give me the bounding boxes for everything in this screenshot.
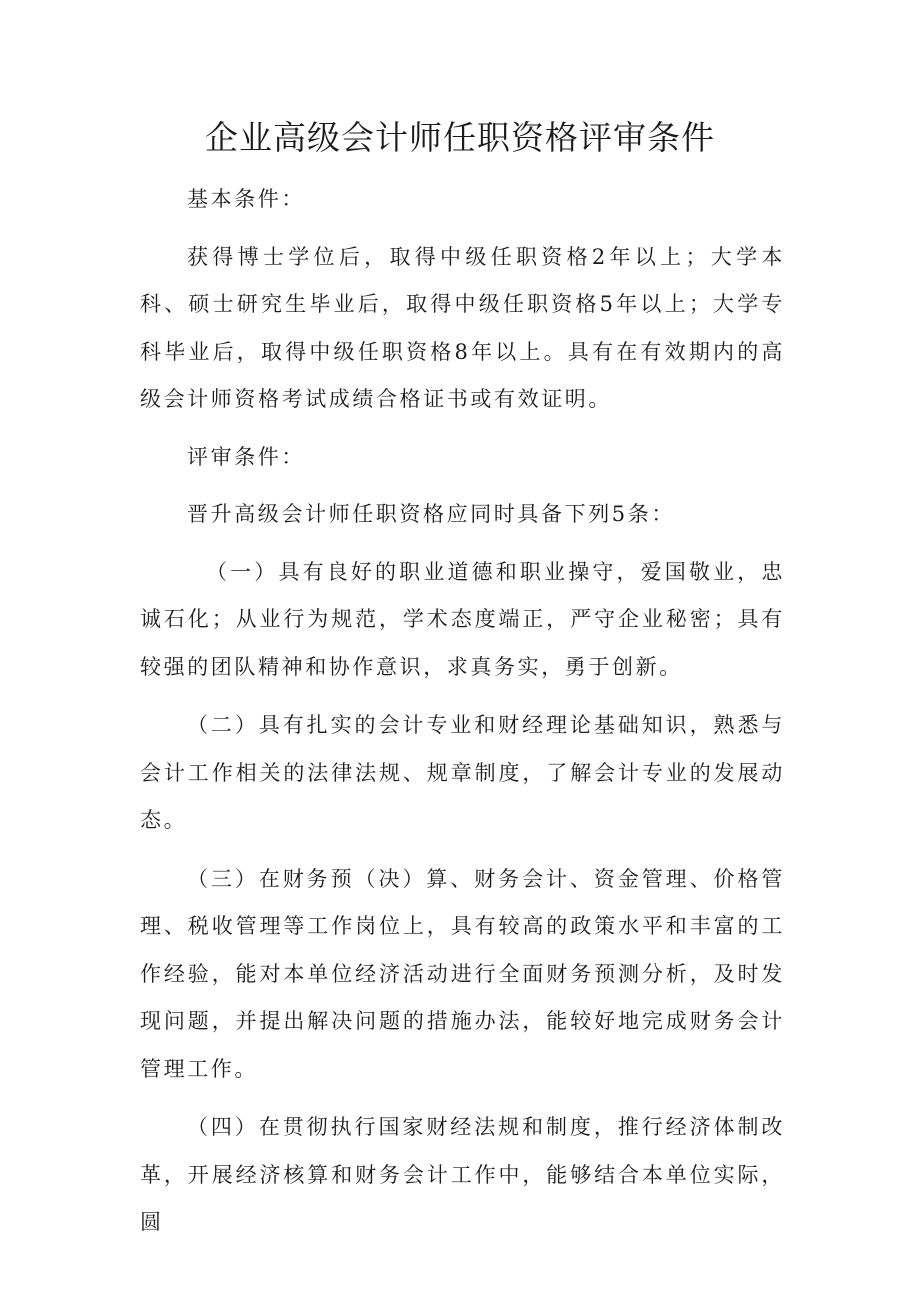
paragraph-item-1: （一）具有良好的职业道德和职业操守，爱国敬业，忠诚石化；从业行为规范，学术态度端正，严守企业秘密；具有较强的团队精神和协作意识，求真务实，勇于创新。 <box>140 559 785 679</box>
paragraph-item-3: （三）在财务预（决）算、财务会计、资金管理、价格管理、税收管理等工作岗位上，具有较高的政策水平和丰富的工作经验，能对本单位经济活动进行全面财务预测分析，及时发现问题，并提出解决问题的措施办法，能较好地完成财务会计管理工作。 <box>140 866 785 1081</box>
paragraph-review-intro: 晋升高级会计师任职资格应同时具备下列5条： <box>187 502 675 526</box>
paragraph-review-conditions-heading: 评审条件： <box>187 444 305 469</box>
document-title: 企业高级会计师任职资格评审条件 <box>205 118 715 157</box>
paragraph-item-4: （四）在贯彻执行国家财经法规和制度，推行经济体制改革，开展经济核算和财务会计工作中，能够结合本单位实际，圆 <box>140 1115 785 1234</box>
paragraph-basic-conditions: 获得博士学位后，取得中级任职资格2年以上；大学本科、硕士研究生毕业后，取得中级任职资格5年以上；大学专科毕业后，取得中级任职资格8年以上。具有在有效期内的高级会计师资格考试成绩合格证书或有效证明。 <box>140 244 785 411</box>
paragraph-item-2: （二）具有扎实的会计专业和财经理论基础知识，熟悉与会计工作相关的法律法规、规章制度，了解会计专业的发展动态。 <box>140 713 785 832</box>
paragraph-basic-conditions-heading: 基本条件： <box>187 187 305 211</box>
document-body <box>140 176 785 1247</box>
